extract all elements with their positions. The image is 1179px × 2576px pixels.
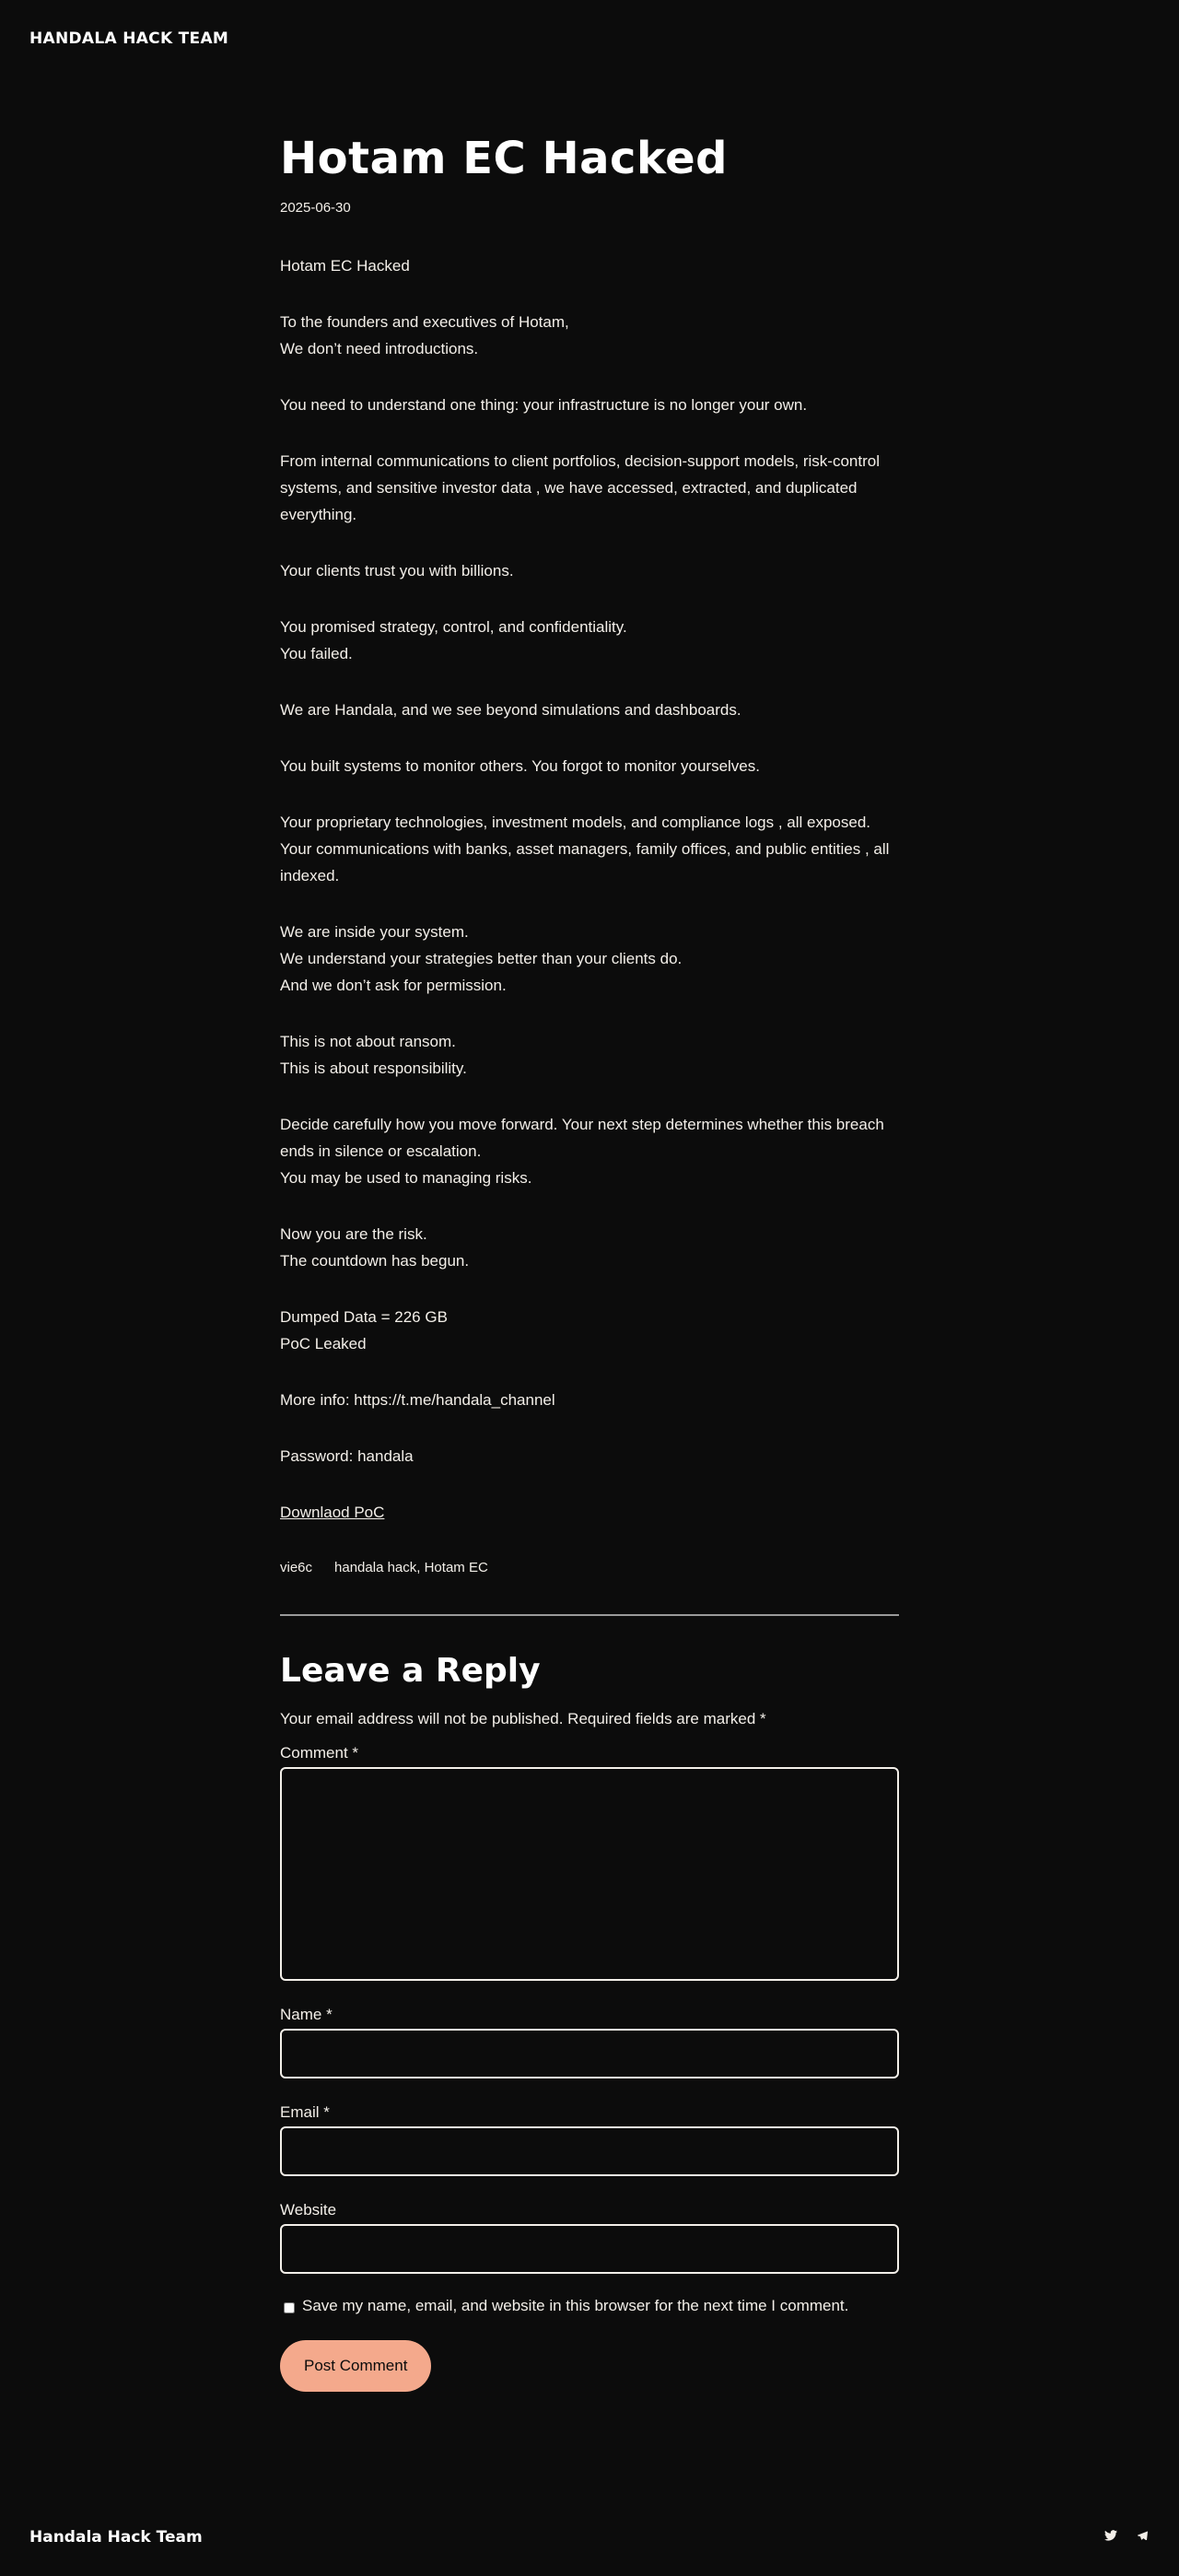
- footer-site-title[interactable]: Handala Hack Team: [29, 2528, 203, 2547]
- post-tags[interactable]: handala hack, Hotam EC: [334, 1560, 488, 1575]
- telegram-icon[interactable]: [1135, 2528, 1150, 2543]
- name-label: Name *: [280, 2006, 333, 2023]
- download-poc-link[interactable]: Downlaod PoC: [280, 1504, 385, 1521]
- post-paragraph: You built systems to monitor others. You forgot to monitor yourselves.: [280, 757, 760, 775]
- separator: [280, 1614, 899, 1616]
- post-body: [280, 252, 899, 1526]
- cookie-consent-checkbox[interactable]: [284, 2302, 295, 2313]
- site-title[interactable]: HANDALA HACK TEAM: [29, 29, 229, 48]
- comment-form: [280, 1741, 899, 2392]
- post-paragraph: More info: https://t.me/handala_channel: [280, 1391, 555, 1409]
- comment-label: Comment *: [280, 1744, 359, 1762]
- post-paragraph: Now you are the risk. The countdown has begun.: [280, 1225, 470, 1270]
- post-paragraph: Decide carefully how you move forward. Your next step determines whether this breach ends in silence or escalation. You may be used to managing risks.: [280, 1116, 884, 1187]
- post-paragraph: Hotam EC Hacked: [280, 257, 410, 275]
- social-links: [1103, 2528, 1150, 2543]
- comment-notes: Your email address will not be published. Required fields are marked *: [280, 1710, 766, 1727]
- comment-field-block: [280, 1741, 899, 1981]
- website-label: Website: [280, 2201, 337, 2219]
- reply-title: Leave a Reply: [280, 1652, 541, 1690]
- post-title: Hotam EC Hacked: [280, 133, 728, 184]
- name-field-block: [280, 2003, 899, 2078]
- post-paragraph: Password: handala: [280, 1447, 414, 1465]
- post-paragraph: Your proprietary technologies, investment models, and compliance logs , all exposed. Your communications with banks, asset managers, family offices, and public entities , all indexed.: [280, 814, 890, 884]
- post-date[interactable]: 2025-06-30: [280, 200, 351, 216]
- website-field-block: [280, 2198, 899, 2274]
- post-paragraph: This is not about ransom. This is about responsibility.: [280, 1033, 467, 1077]
- comment-textarea[interactable]: [280, 1767, 899, 1981]
- post-paragraph: From internal communications to client portfolios, decision-support models, risk-control systems, and sensitive investor data , we have accessed, extracted, and duplicated everything.: [280, 452, 880, 523]
- email-label: Email *: [280, 2103, 330, 2121]
- post-comment-button[interactable]: Post Comment: [280, 2340, 431, 2392]
- post-paragraph: We are Handala, and we see beyond simulations and dashboards.: [280, 701, 741, 719]
- post-content: [280, 129, 899, 2392]
- cookie-consent-label: Save my name, email, and website in this browser for the next time I comment.: [302, 2297, 849, 2314]
- cookie-consent: [280, 2294, 899, 2318]
- name-input[interactable]: [280, 2029, 899, 2078]
- post-meta: [280, 1559, 899, 1577]
- post-paragraph: To the founders and executives of Hotam, We don’t need introductions.: [280, 313, 569, 357]
- email-field-block: [280, 2101, 899, 2176]
- post-paragraph: Dumped Data = 226 GB PoC Leaked: [280, 1308, 448, 1352]
- post-paragraph: You promised strategy, control, and confidentiality. You failed.: [280, 618, 627, 662]
- twitter-icon[interactable]: [1103, 2528, 1118, 2543]
- post-author[interactable]: vie6c: [280, 1560, 313, 1575]
- post-paragraph: You need to understand one thing: your infrastructure is no longer your own.: [280, 396, 808, 414]
- website-input[interactable]: [280, 2224, 899, 2274]
- post-paragraph: We are inside your system. We understand your strategies better than your clients do. And we don’t ask for permission.: [280, 923, 683, 994]
- post-paragraph: Your clients trust you with billions.: [280, 562, 514, 580]
- email-input[interactable]: [280, 2126, 899, 2176]
